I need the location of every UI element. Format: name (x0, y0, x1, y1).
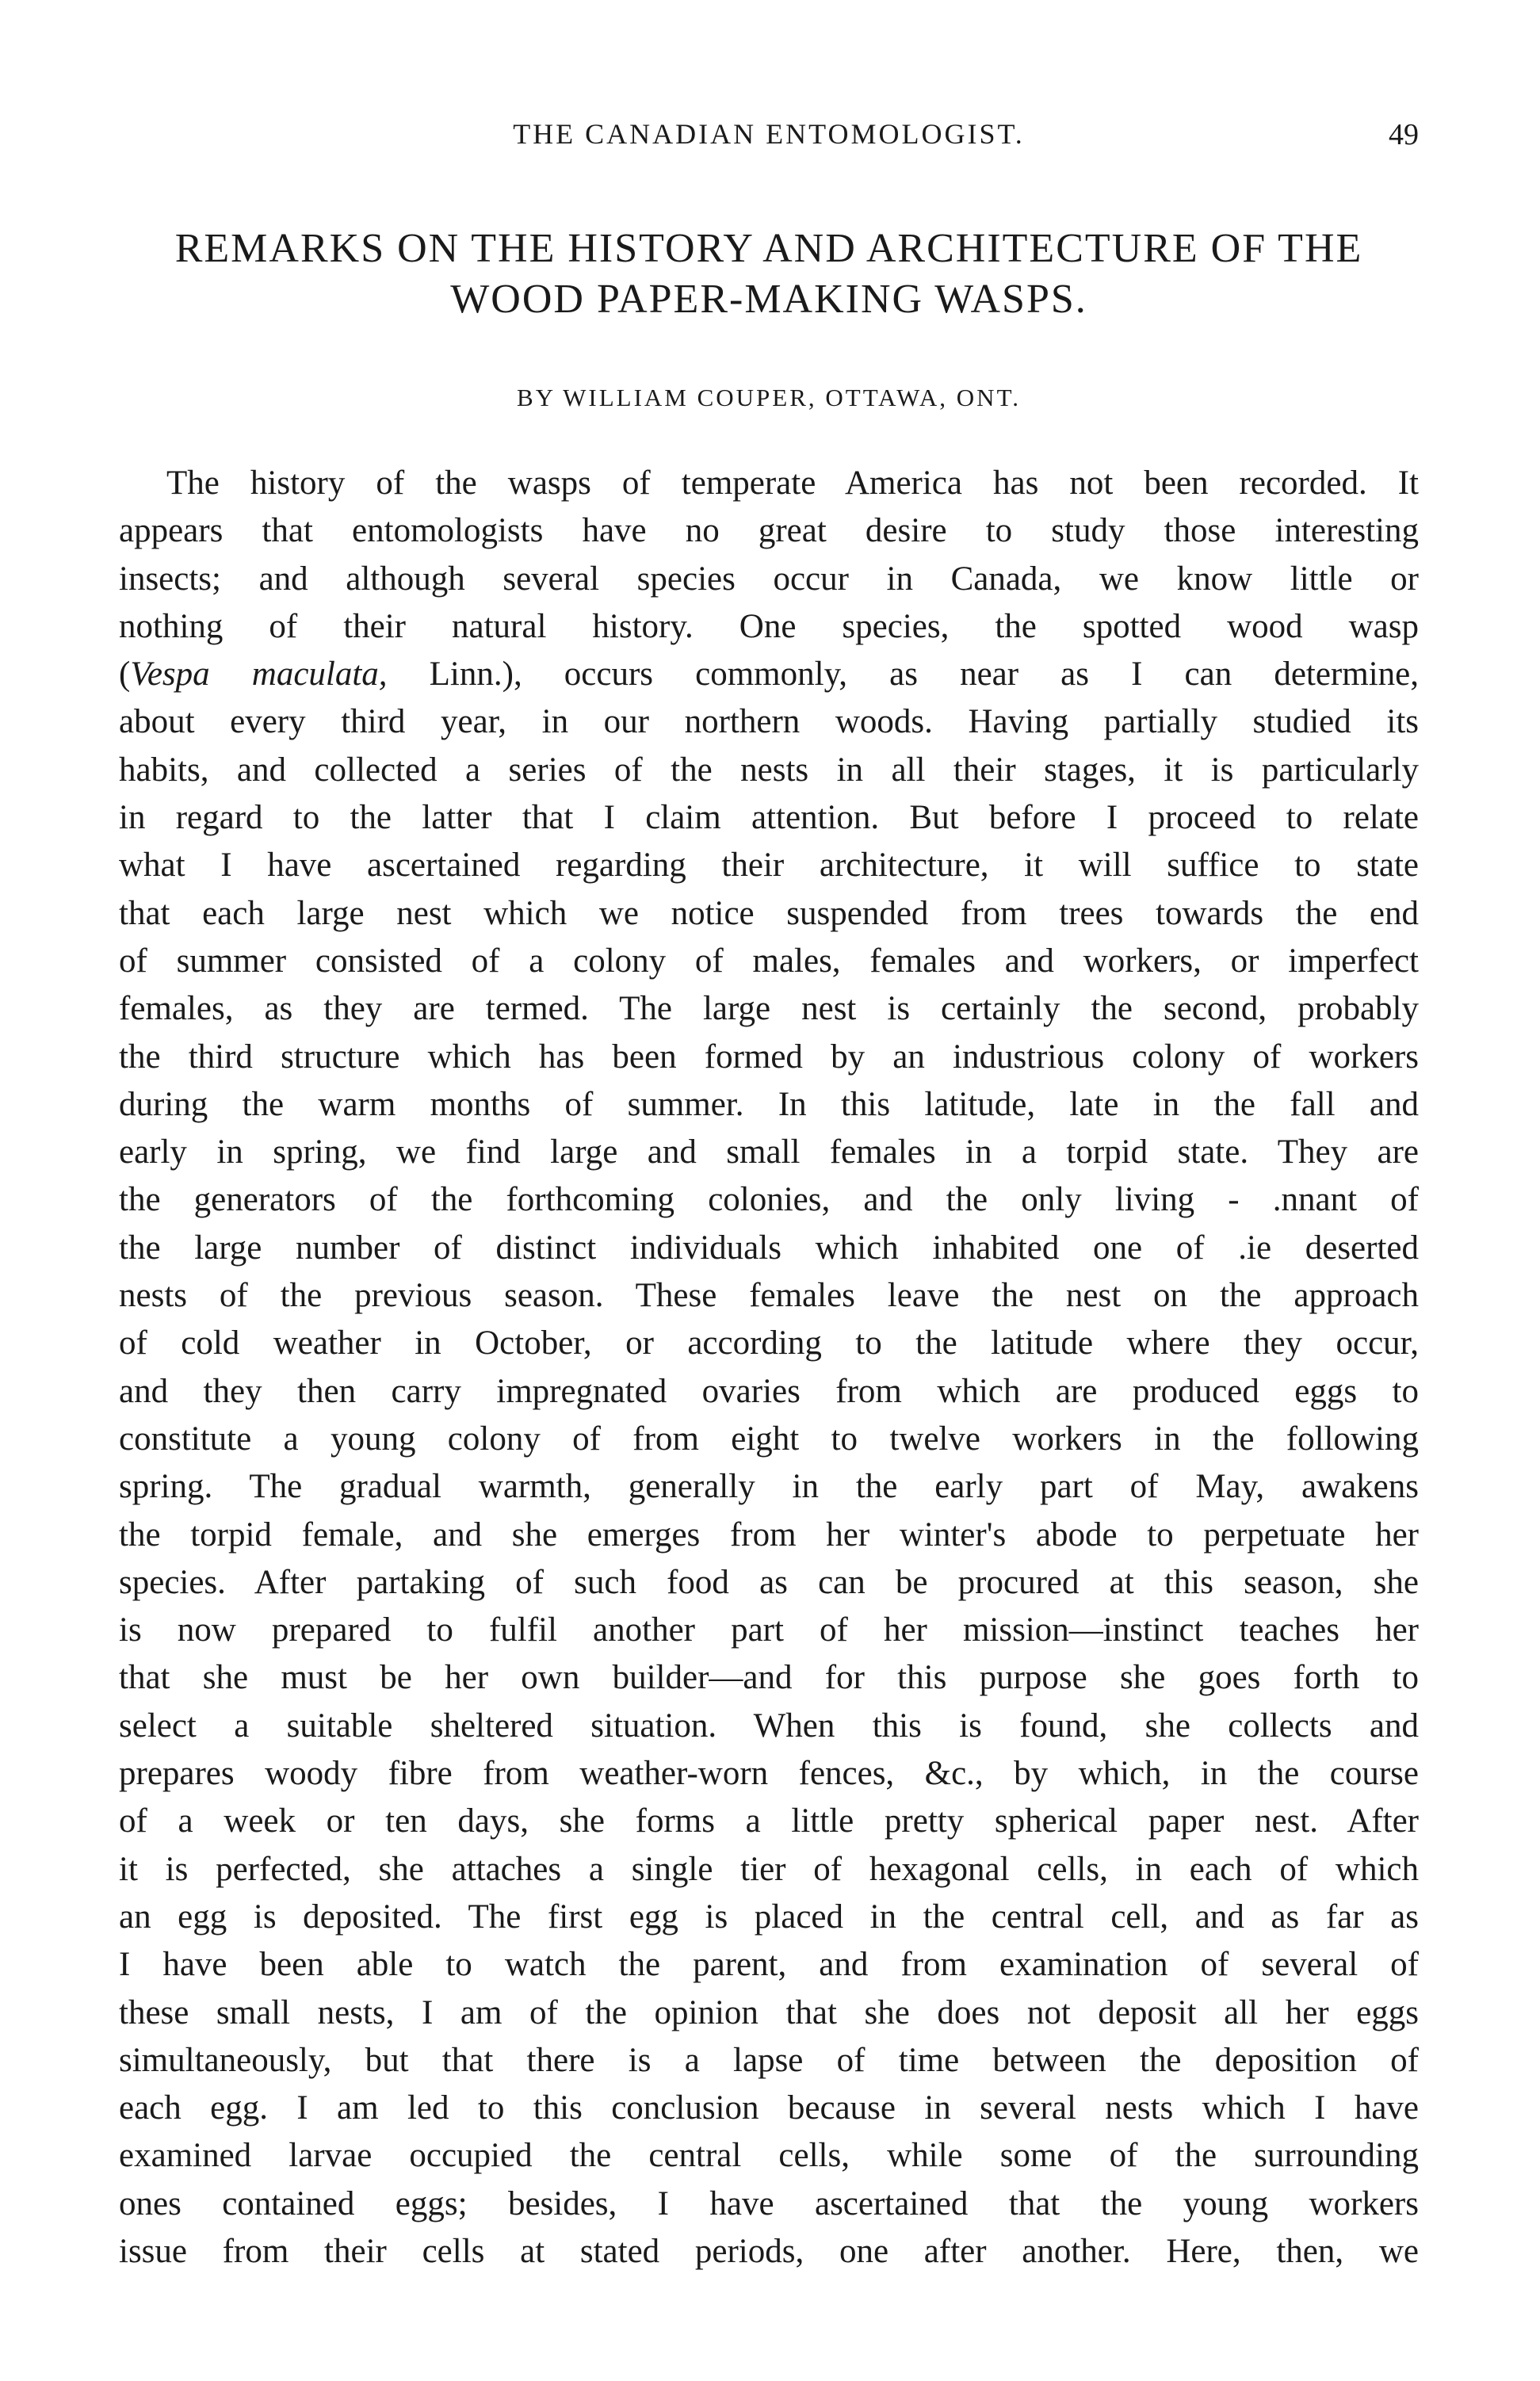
text-line-with-italic: (Vespa maculata, Linn.), occurs commonly, as near as I can determine, (119, 655, 1419, 694)
text-line: about every third year, in our northern woods. Having partially studied its (119, 703, 1419, 741)
text-line: insects; and although several species occur in Canada, we know little or (119, 560, 1419, 598)
text-line: ones contained eggs; besides, I have ascertained that the young workers (119, 2184, 1419, 2222)
text-line: spring. The gradual warmth, generally in the early part of May, awakens (119, 1468, 1419, 1506)
text-line: and they then carry impregnated ovaries from which are produced eggs to (119, 1372, 1419, 1410)
text-line: the third structure which has been formed by an industrious colony of workers (119, 1038, 1419, 1076)
text-line: I have been able to watch the parent, and from examination of several of (119, 1946, 1419, 1984)
text-line: of summer consisted of a colony of males, females and workers, or imperfect (119, 942, 1419, 980)
text-line: The history of the wasps of temperate America has not been recorded. It (166, 464, 1419, 502)
text-line: these small nests, I am of the opinion that she does not deposit all her eggs (119, 1993, 1419, 2031)
text-line: the generators of the forthcoming colonies, and the only living - .nnant of (119, 1181, 1419, 1219)
text-line-rest: Linn.), occurs commonly, as near as I can determine, (387, 655, 1419, 694)
text-line: each egg. I am led to this conclusion because in several nests which I have (119, 2089, 1419, 2127)
text-line: that each large nest which we notice suspended from trees towards the end (119, 894, 1419, 932)
text-line: in regard to the latter that I claim attention. But before I proceed to relate (119, 799, 1419, 837)
text-line: nothing of their natural history. One species, the spotted wood wasp (119, 607, 1419, 645)
text-line: the torpid female, and she emerges from her winter's abode to perpetuate her (119, 1515, 1419, 1554)
text-line: during the warm months of summer. In this latitude, late in the fall and (119, 1085, 1419, 1123)
text-line: habits, and collected a series of the nests in all their stages, it is particularly (119, 751, 1419, 789)
text-line: of a week or ten days, she forms a little pretty spherical paper nest. After (119, 1802, 1419, 1840)
article-title-line-2: WOOD PAPER-MAKING WASPS. (450, 277, 1087, 322)
species-name: Vespa maculata, (130, 655, 388, 694)
text-line: is now prepared to fulfil another part of her mission—instinct teaches her (119, 1611, 1419, 1649)
text-line: it is perfected, she attaches a single tier of hexagonal cells, in each of which (119, 1850, 1419, 1888)
text-line: constitute a young colony of from eight to twelve workers in the following (119, 1420, 1419, 1458)
article-title-line-1: REMARKS ON THE HISTORY AND ARCHITECTURE OF THE (174, 226, 1363, 271)
text-line: that she must be her own builder—and for this purpose she goes forth to (119, 1659, 1419, 1697)
text-line: of cold weather in October, or according to the latitude where they occur, (119, 1324, 1419, 1362)
text-line: issue from their cells at stated periods, one after another. Here, then, we (119, 2232, 1419, 2270)
text-line: appears that entomologists have no great desire to study those interesting (119, 512, 1419, 550)
running-head (119, 117, 1419, 165)
text-line: an egg is deposited. The first egg is placed in the central cell, and as far as (119, 1898, 1419, 1936)
text-line: species. After partaking of such food as can be procured at this season, she (119, 1563, 1419, 1601)
text-line: early in spring, we find large and small females in a torpid state. They are (119, 1133, 1419, 1171)
text-line: select a suitable sheltered situation. When this is found, she collects and (119, 1706, 1419, 1745)
article-title (119, 224, 1419, 325)
text-line: nests of the previous season. These females leave the nest on the approach (119, 1277, 1419, 1315)
journal-title: THE CANADIAN ENTOMOLOGIST. (513, 118, 1025, 150)
body-text (119, 460, 1419, 2276)
page-number: 49 (1389, 118, 1419, 151)
text-line: females, as they are termed. The large nest is certainly the second, probably (119, 990, 1419, 1028)
byline: BY WILLIAM COUPER, OTTAWA, ONT. (517, 384, 1021, 411)
text-line: the large number of distinct individuals which inhabited one of .ie deserted (119, 1229, 1419, 1267)
text-line: what I have ascertained regarding their architecture, it will suffice to state (119, 847, 1419, 885)
text-line: examined larvae occupied the central cells, while some of the surrounding (119, 2137, 1419, 2175)
text-line: prepares woody fibre from weather-worn fences, &c., by which, in the course (119, 1755, 1419, 1793)
text-line: simultaneously, but that there is a lapse of time between the deposition of (119, 2041, 1419, 2079)
